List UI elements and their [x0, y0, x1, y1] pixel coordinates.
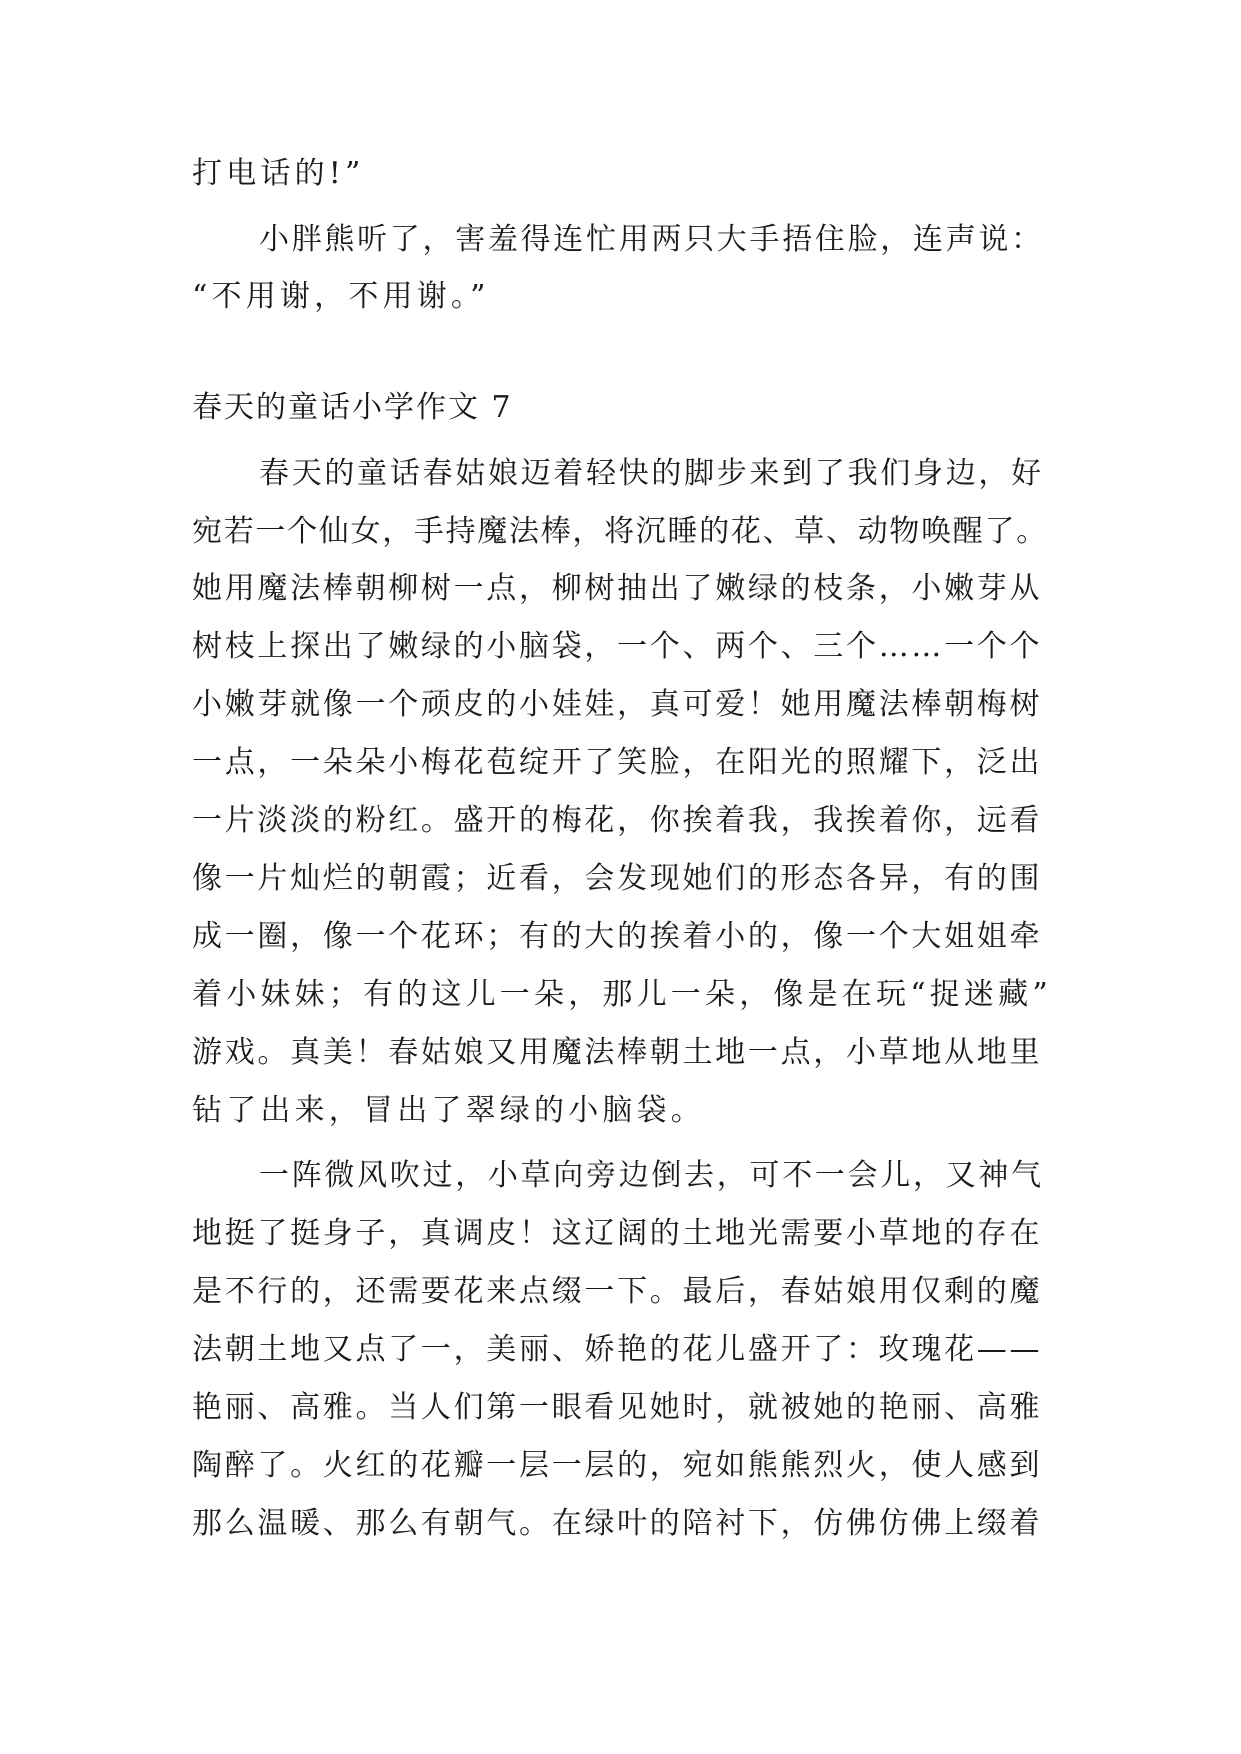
text-line: 她用魔法棒朝柳树一点，柳树抽出了嫩绿的枝条，小嫩芽从	[192, 571, 1043, 606]
text-line: 宛若一个仙女，手持魔法棒，将沉睡的花、草、动物唤醒了。	[192, 514, 1048, 549]
text-line: 像一片灿烂的朝霞；近看，会发现她们的形态各异，有的围	[192, 861, 1043, 896]
text-line: 小嫩芽就像一个顽皮的小娃娃，真可爱！她用魔法棒朝梅树	[192, 687, 1043, 722]
text-line: 打电话的!”	[192, 156, 365, 191]
text-line: 陶醉了。火红的花瓣一层一层的，宛如熊熊烈火，使人感到	[192, 1448, 1043, 1483]
text-line: 那么温暖、那么有朝气。在绿叶的陪衬下，仿佛仿佛上缀着	[192, 1506, 1043, 1541]
text-line: 钻了出来，冒出了翠绿的小脑袋。	[192, 1093, 705, 1128]
text-line: 地挺了挺身子，真调皮！这辽阔的土地光需要小草地的存在	[192, 1216, 1043, 1251]
paragraph-first-line: 小胖熊听了，害羞得连忙用两只大手捂住脸，连声说：	[259, 222, 1044, 257]
text-line: “不用谢，不用谢。”	[192, 279, 490, 314]
text-line: 游戏。真美！春姑娘又用魔法棒朝土地一点，小草地从地里	[192, 1035, 1043, 1070]
text-line: 树枝上探出了嫩绿的小脑袋，一个、两个、三个……一个个	[192, 629, 1043, 664]
text-line: 一点，一朵朵小梅花苞绽开了笑脸，在阳光的照耀下，泛出	[192, 745, 1043, 780]
text-line: 法朝土地又点了一，美丽、娇艳的花儿盛开了：玫瑰花——	[192, 1332, 1043, 1367]
text-line: 一片淡淡的粉红。盛开的梅花，你挨着我，我挨着你，远看	[192, 803, 1043, 838]
paragraph-first-line: 一阵微风吹过，小草向旁边倒去，可不一会儿，又神气	[259, 1158, 1044, 1193]
paragraph-first-line: 春天的童话春姑娘迈着轻快的脚步来到了我们身边，好	[259, 456, 1044, 491]
text-line: 艳丽、高雅。当人们第一眼看见她时，就被她的艳丽、高雅	[192, 1390, 1043, 1425]
section-title: 春天的童话小学作文 7	[192, 390, 513, 425]
text-line: 成一圈，像一个花环；有的大的挨着小的，像一个大姐姐牵	[192, 919, 1043, 954]
text-line: 着小妹妹；有的这儿一朵，那儿一朵，像是在玩“捉迷藏”	[192, 977, 1052, 1012]
text-line: 是不行的，还需要花来点缀一下。最后，春姑娘用仅剩的魔	[192, 1274, 1043, 1309]
